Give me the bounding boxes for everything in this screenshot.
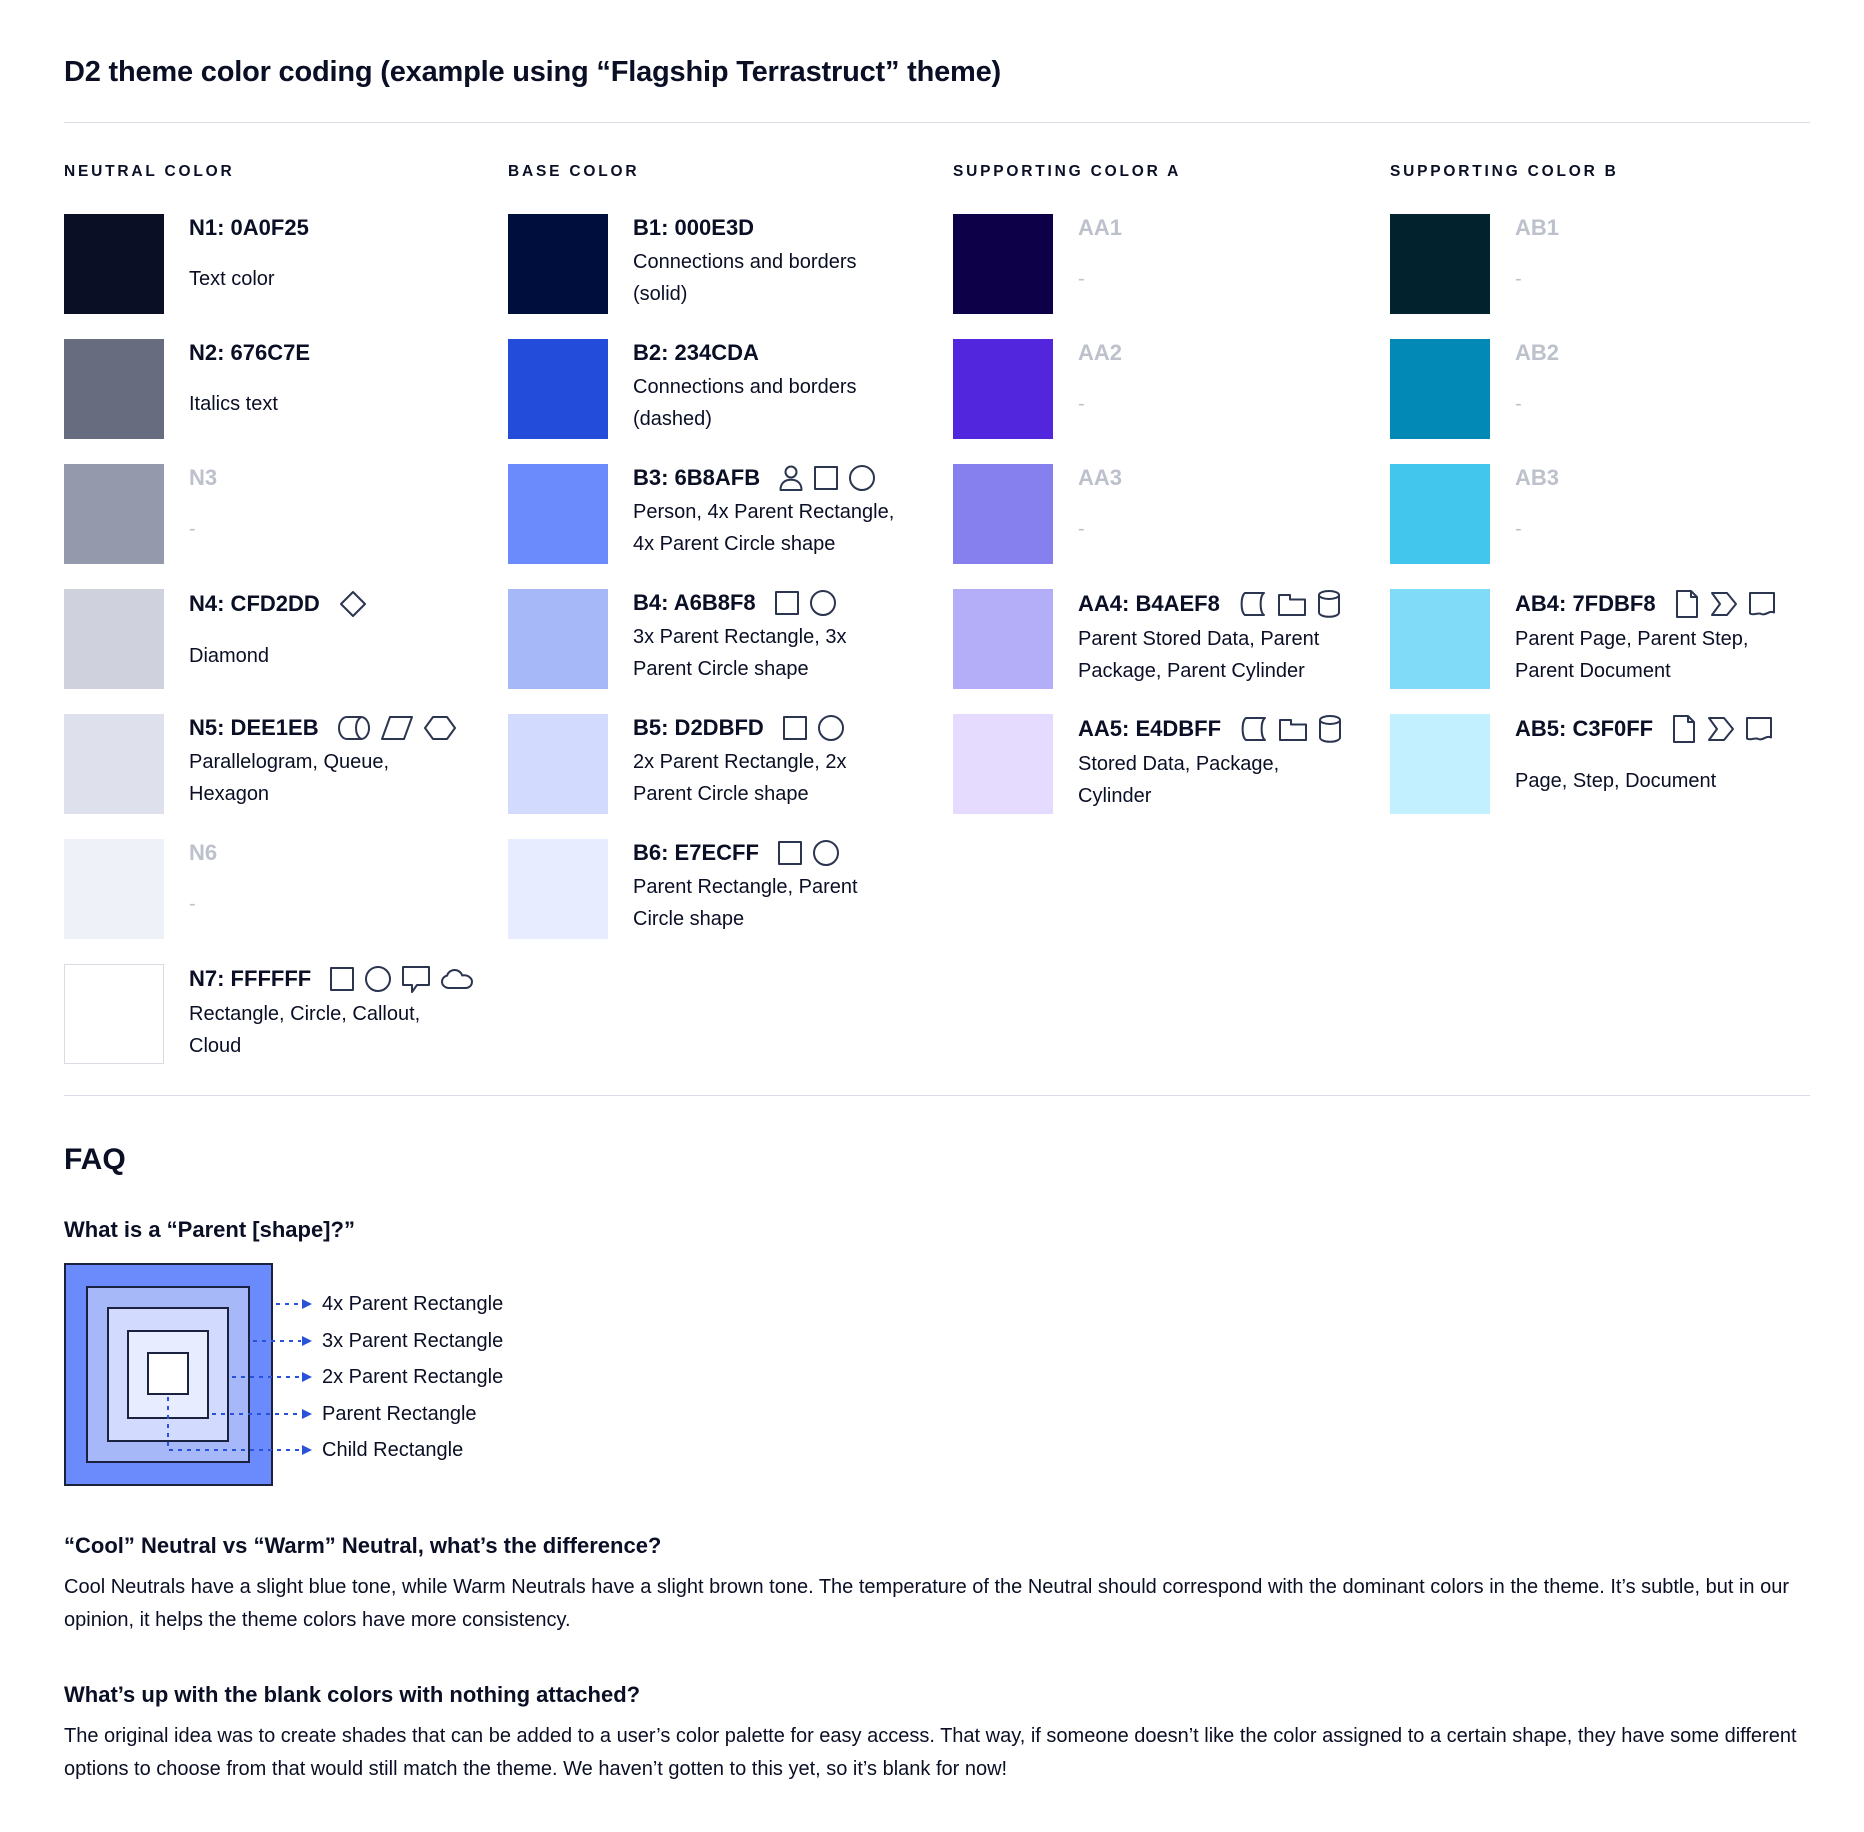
palette-row xyxy=(953,464,1390,589)
color-swatch xyxy=(1390,339,1490,439)
faq-answer-cool-warm: Cool Neutrals have a slight blue tone, while Warm Neutrals have a slight brown tone. The temperature of the Neutral should correspond with the dominant colors in the theme. It’s subtle, but in our opinion, it helps the theme colors have more consistency. xyxy=(64,1576,1789,1631)
color-code-label: B2: 234CDA xyxy=(633,340,759,365)
color-swatch xyxy=(953,214,1053,314)
color-swatch xyxy=(64,589,164,689)
palette-row xyxy=(508,839,953,964)
column-header: SUPPORTING COLOR B xyxy=(1390,163,1619,180)
color-usage: Italics text xyxy=(189,393,278,415)
parent-shape-diagram xyxy=(64,1263,864,1486)
shape-icons xyxy=(1238,589,1342,619)
person-icon xyxy=(778,464,804,492)
column-header: NEUTRAL COLOR xyxy=(64,163,235,180)
color-code-label: N6 xyxy=(189,840,218,865)
color-usage: 3x Parent Rectangle, 3x Parent Circle shape xyxy=(633,626,847,680)
callout-icon xyxy=(401,964,431,994)
color-code-label: N4: CFD2DD xyxy=(189,591,320,616)
color-swatch xyxy=(508,839,608,939)
shape-icons xyxy=(338,589,368,619)
color-swatch xyxy=(1390,714,1490,814)
color-swatch xyxy=(64,839,164,939)
palette-row xyxy=(64,839,508,964)
color-code-label: N2: 676C7E xyxy=(189,340,311,365)
faq-question-blank-colors: What’s up with the blank colors with nothing attached? xyxy=(64,1682,641,1707)
color-usage: Rectangle, Circle, Callout, Cloud xyxy=(189,1003,421,1057)
color-swatch xyxy=(953,339,1053,439)
color-swatch xyxy=(953,589,1053,689)
color-usage: Parent Stored Data, Parent Package, Parent Cylinder xyxy=(1078,628,1320,682)
color-usage: Diamond xyxy=(189,645,270,667)
faq-question-cool-warm: “Cool” Neutral vs “Warm” Neutral, what’s the difference? xyxy=(64,1533,662,1558)
palette-row xyxy=(1390,589,1810,714)
color-swatch xyxy=(1390,214,1490,314)
shape-icons xyxy=(329,964,474,994)
diamond-icon xyxy=(338,589,368,619)
stored-data-icon xyxy=(1238,591,1268,617)
palette-row xyxy=(64,714,508,839)
shape-icons xyxy=(1671,714,1773,744)
color-usage: - xyxy=(1078,393,1085,415)
diagram-rect-child xyxy=(147,1352,189,1395)
color-code-label: AA3 xyxy=(1078,465,1123,490)
palette-row xyxy=(508,464,953,589)
color-code-label: B4: A6B8F8 xyxy=(633,590,756,615)
color-usage: - xyxy=(189,893,196,915)
palette-row xyxy=(1390,214,1810,339)
palette-row xyxy=(64,589,508,714)
column-base xyxy=(508,163,953,1089)
color-usage: - xyxy=(189,518,196,540)
column-header: BASE COLOR xyxy=(508,163,640,180)
circle-icon xyxy=(364,965,392,993)
color-code-label: AB1 xyxy=(1515,215,1560,240)
shape-icons xyxy=(777,839,840,867)
color-usage: - xyxy=(1515,393,1522,415)
color-usage: 2x Parent Rectangle, 2x Parent Circle shape xyxy=(633,751,847,805)
palette-row xyxy=(1390,339,1810,464)
page xyxy=(64,0,1810,1786)
color-usage: Text color xyxy=(189,268,275,290)
color-code-label: B3: 6B8AFB xyxy=(633,465,761,490)
diagram-label: Parent Rectangle xyxy=(322,1403,477,1425)
circle-icon xyxy=(817,714,845,742)
color-swatch xyxy=(1390,464,1490,564)
palette-row xyxy=(508,714,953,839)
diagram-label: 4x Parent Rectangle xyxy=(322,1293,504,1315)
color-usage: Stored Data, Package, Cylinder xyxy=(1078,753,1280,807)
page-title: D2 theme color coding (example using “Flagship Terrastruct” theme) xyxy=(64,56,1002,88)
palette-row xyxy=(953,214,1390,339)
color-code-label: N5: DEE1EB xyxy=(189,715,319,740)
column-header: SUPPORTING COLOR A xyxy=(953,163,1182,180)
rectangle-icon xyxy=(813,465,839,491)
color-usage: Parent Page, Parent Step, Parent Document xyxy=(1515,628,1749,682)
color-code-label: N3 xyxy=(189,465,218,490)
cylinder-icon xyxy=(1317,714,1343,744)
color-usage: Connections and borders (solid) xyxy=(633,251,857,305)
color-swatch xyxy=(508,589,608,689)
queue-icon xyxy=(337,715,371,741)
faq-question-parent-shape: What is a “Parent [shape]?” xyxy=(64,1217,355,1242)
column-neutral xyxy=(64,163,508,1089)
palette-row xyxy=(1390,464,1810,589)
shape-icons xyxy=(1674,589,1776,619)
color-usage: - xyxy=(1515,518,1522,540)
circle-icon xyxy=(848,464,876,492)
color-code-label: N7: FFFFFF xyxy=(189,966,312,991)
shape-icons xyxy=(774,589,837,617)
color-code-label: AB5: C3F0FF xyxy=(1515,716,1654,741)
rectangle-icon xyxy=(774,590,800,616)
color-code-label: AB3 xyxy=(1515,465,1560,490)
color-usage: - xyxy=(1078,268,1085,290)
column-supporting-b xyxy=(1390,163,1810,1089)
color-usage: Parent Rectangle, Parent Circle shape xyxy=(633,876,858,930)
color-code-label: AA5: E4DBFF xyxy=(1078,716,1222,741)
color-usage: Connections and borders (dashed) xyxy=(633,376,857,430)
palette-row xyxy=(508,339,953,464)
color-code-label: B5: D2DBFD xyxy=(633,715,764,740)
color-code-label: B6: E7ECFF xyxy=(633,840,759,865)
palette-row xyxy=(64,339,508,464)
color-usage: Parallelogram, Queue, Hexagon xyxy=(189,751,390,805)
palette-row xyxy=(953,589,1390,714)
color-usage: Person, 4x Parent Rectangle, 4x Parent Circle shape xyxy=(633,501,895,555)
color-swatch xyxy=(508,714,608,814)
package-icon xyxy=(1278,716,1308,742)
circle-icon xyxy=(809,589,837,617)
diagram-label: Child Rectangle xyxy=(322,1439,464,1461)
palette-row xyxy=(1390,714,1810,839)
shape-icons xyxy=(337,715,457,741)
shape-icons xyxy=(778,464,876,492)
color-code-label: B1: 000E3D xyxy=(633,215,755,240)
palette-row xyxy=(64,464,508,589)
color-code-label: AA4: B4AEF8 xyxy=(1078,591,1220,616)
package-icon xyxy=(1277,591,1307,617)
divider xyxy=(64,1095,1810,1096)
color-swatch xyxy=(953,714,1053,814)
palette-row xyxy=(64,964,508,1089)
color-code-label: N1: 0A0F25 xyxy=(189,215,309,240)
shape-icons xyxy=(1239,714,1343,744)
color-swatch xyxy=(64,464,164,564)
color-usage: - xyxy=(1078,518,1085,540)
color-swatch xyxy=(508,339,608,439)
faq-answer-blank-colors: The original idea was to create shades that can be added to a user’s color palette for easy access. That way, if someone doesn’t like the color assigned to a certain shape, they have some different options to choose from that would still match the theme. We haven’t gotten to this yet, so it’s blank for now! xyxy=(64,1725,1797,1780)
step-icon xyxy=(1709,591,1739,617)
hexagon-icon xyxy=(423,715,457,741)
color-swatch xyxy=(508,214,608,314)
divider xyxy=(64,122,1810,123)
rectangle-icon xyxy=(777,840,803,866)
palette-grid xyxy=(64,163,1810,1089)
cylinder-icon xyxy=(1316,589,1342,619)
faq-heading: FAQ xyxy=(64,1143,126,1176)
page-icon xyxy=(1674,589,1700,619)
color-code-label: AB2 xyxy=(1515,340,1560,365)
color-swatch xyxy=(1390,589,1490,689)
palette-row xyxy=(953,714,1390,839)
rectangle-icon xyxy=(329,966,355,992)
document-icon xyxy=(1745,716,1773,742)
palette-row xyxy=(64,214,508,339)
color-swatch xyxy=(508,464,608,564)
diagram-label: 2x Parent Rectangle xyxy=(322,1366,504,1388)
document-icon xyxy=(1748,591,1776,617)
color-swatch xyxy=(64,339,164,439)
cloud-icon xyxy=(440,967,474,991)
shape-icons xyxy=(782,714,845,742)
color-swatch xyxy=(64,964,164,1064)
palette-row xyxy=(508,589,953,714)
color-swatch xyxy=(953,464,1053,564)
color-swatch xyxy=(64,214,164,314)
step-icon xyxy=(1706,716,1736,742)
color-swatch xyxy=(64,714,164,814)
diagram-label: 3x Parent Rectangle xyxy=(322,1330,504,1352)
color-code-label: AA2 xyxy=(1078,340,1123,365)
column-supporting-a xyxy=(953,163,1390,1089)
color-usage: Page, Step, Document xyxy=(1515,770,1717,792)
page-icon xyxy=(1671,714,1697,744)
palette-row xyxy=(953,339,1390,464)
color-code-label: AB4: 7FDBF8 xyxy=(1515,591,1656,616)
stored-data-icon xyxy=(1239,716,1269,742)
circle-icon xyxy=(812,839,840,867)
parallelogram-icon xyxy=(380,715,414,741)
color-usage: - xyxy=(1515,268,1522,290)
palette-row xyxy=(508,214,953,339)
color-code-label: AA1 xyxy=(1078,215,1123,240)
rectangle-icon xyxy=(782,715,808,741)
